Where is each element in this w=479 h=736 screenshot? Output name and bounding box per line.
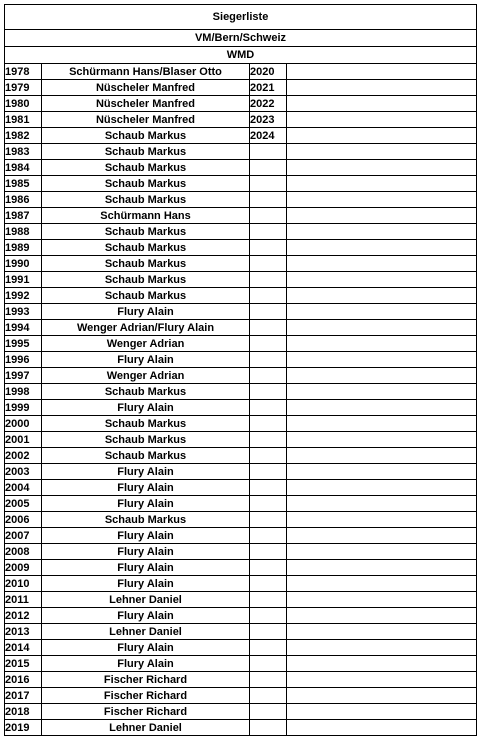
table-row bbox=[5, 336, 477, 352]
year-cell-2 bbox=[250, 704, 287, 720]
year-cell-2 bbox=[250, 432, 287, 448]
year-cell-2 bbox=[250, 304, 287, 320]
year-cell: 2013 bbox=[5, 624, 42, 640]
year-cell: 1979 bbox=[5, 80, 42, 96]
table-row bbox=[5, 400, 477, 416]
winner-cell: Schaub Markus bbox=[42, 144, 250, 160]
winner-cell: Flury Alain bbox=[42, 528, 250, 544]
year-cell: 2012 bbox=[5, 608, 42, 624]
year-cell: 2000 bbox=[5, 416, 42, 432]
year-cell: 1984 bbox=[5, 160, 42, 176]
winner-cell: Flury Alain bbox=[42, 544, 250, 560]
empty-cell bbox=[287, 544, 477, 560]
year-cell-2 bbox=[250, 624, 287, 640]
table-row bbox=[5, 480, 477, 496]
empty-cell bbox=[287, 576, 477, 592]
winner-cell: Lehner Daniel bbox=[42, 592, 250, 608]
winner-cell: Nüscheler Manfred bbox=[42, 80, 250, 96]
winner-cell: Schaub Markus bbox=[42, 160, 250, 176]
empty-cell bbox=[287, 640, 477, 656]
table-row bbox=[5, 256, 477, 272]
table-row bbox=[5, 96, 477, 112]
table-row bbox=[5, 560, 477, 576]
year-cell: 1991 bbox=[5, 272, 42, 288]
empty-cell bbox=[287, 608, 477, 624]
table-row bbox=[5, 208, 477, 224]
table-row bbox=[5, 80, 477, 96]
winner-cell: Schaub Markus bbox=[42, 448, 250, 464]
empty-cell bbox=[287, 272, 477, 288]
year-cell-2: 2023 bbox=[250, 112, 287, 128]
table-row bbox=[5, 144, 477, 160]
year-cell-2 bbox=[250, 384, 287, 400]
table-row bbox=[5, 672, 477, 688]
table-row bbox=[5, 496, 477, 512]
empty-cell bbox=[287, 704, 477, 720]
table-row bbox=[5, 112, 477, 128]
winner-cell: Flury Alain bbox=[42, 576, 250, 592]
winner-cell: Schaub Markus bbox=[42, 432, 250, 448]
table-row bbox=[5, 592, 477, 608]
year-cell: 1992 bbox=[5, 288, 42, 304]
year-cell-2 bbox=[250, 608, 287, 624]
empty-cell bbox=[287, 624, 477, 640]
empty-cell bbox=[287, 688, 477, 704]
year-cell-2 bbox=[250, 640, 287, 656]
table-row bbox=[5, 576, 477, 592]
year-cell: 2003 bbox=[5, 464, 42, 480]
year-cell-2 bbox=[250, 512, 287, 528]
empty-cell bbox=[287, 288, 477, 304]
empty-cell bbox=[287, 224, 477, 240]
winners-table bbox=[4, 4, 477, 736]
table-row bbox=[5, 64, 477, 80]
empty-cell bbox=[287, 384, 477, 400]
year-cell: 1999 bbox=[5, 400, 42, 416]
table-row bbox=[5, 608, 477, 624]
year-cell-2 bbox=[250, 544, 287, 560]
empty-cell bbox=[287, 96, 477, 112]
year-cell: 1986 bbox=[5, 192, 42, 208]
winner-cell: Schaub Markus bbox=[42, 128, 250, 144]
year-cell-2 bbox=[250, 192, 287, 208]
table-row bbox=[5, 464, 477, 480]
empty-cell bbox=[287, 80, 477, 96]
winner-cell: Flury Alain bbox=[42, 560, 250, 576]
winner-cell: Flury Alain bbox=[42, 464, 250, 480]
year-cell-2 bbox=[250, 320, 287, 336]
winner-cell: Wenger Adrian/Flury Alain bbox=[42, 320, 250, 336]
year-cell-2 bbox=[250, 288, 287, 304]
year-cell: 1998 bbox=[5, 384, 42, 400]
year-cell: 1981 bbox=[5, 112, 42, 128]
year-cell: 1980 bbox=[5, 96, 42, 112]
winner-cell: Nüscheler Manfred bbox=[42, 112, 250, 128]
year-cell-2 bbox=[250, 272, 287, 288]
table-row bbox=[5, 704, 477, 720]
winner-cell: Flury Alain bbox=[42, 608, 250, 624]
empty-cell bbox=[287, 432, 477, 448]
year-cell: 2007 bbox=[5, 528, 42, 544]
year-cell: 2004 bbox=[5, 480, 42, 496]
table-row bbox=[5, 224, 477, 240]
winner-cell: Flury Alain bbox=[42, 640, 250, 656]
empty-cell bbox=[287, 720, 477, 736]
table-row bbox=[5, 432, 477, 448]
winner-cell: Flury Alain bbox=[42, 400, 250, 416]
year-cell: 2017 bbox=[5, 688, 42, 704]
table-row bbox=[5, 640, 477, 656]
table-row bbox=[5, 288, 477, 304]
year-cell-2 bbox=[250, 336, 287, 352]
year-cell: 2005 bbox=[5, 496, 42, 512]
empty-cell bbox=[287, 64, 477, 80]
year-cell: 1982 bbox=[5, 128, 42, 144]
year-cell: 1987 bbox=[5, 208, 42, 224]
year-cell-2 bbox=[250, 368, 287, 384]
year-cell: 1978 bbox=[5, 64, 42, 80]
empty-cell bbox=[287, 208, 477, 224]
year-cell-2 bbox=[250, 656, 287, 672]
empty-cell bbox=[287, 192, 477, 208]
year-cell-2 bbox=[250, 176, 287, 192]
winner-cell: Lehner Daniel bbox=[42, 720, 250, 736]
year-cell-2 bbox=[250, 464, 287, 480]
category-label: WMD bbox=[5, 47, 477, 64]
winner-cell: Schaub Markus bbox=[42, 256, 250, 272]
table-row bbox=[5, 624, 477, 640]
empty-cell bbox=[287, 144, 477, 160]
table-row bbox=[5, 656, 477, 672]
table-row bbox=[5, 128, 477, 144]
table-row bbox=[5, 320, 477, 336]
year-cell-2 bbox=[250, 592, 287, 608]
empty-cell bbox=[287, 112, 477, 128]
empty-cell bbox=[287, 656, 477, 672]
year-cell-2 bbox=[250, 496, 287, 512]
empty-cell bbox=[287, 496, 477, 512]
year-cell-2 bbox=[250, 528, 287, 544]
empty-cell bbox=[287, 240, 477, 256]
year-cell: 1988 bbox=[5, 224, 42, 240]
year-cell: 2015 bbox=[5, 656, 42, 672]
table-row bbox=[5, 176, 477, 192]
winner-cell: Schaub Markus bbox=[42, 384, 250, 400]
sheet-subtitle: VM/Bern/Schweiz bbox=[5, 30, 477, 47]
year-cell-2 bbox=[250, 208, 287, 224]
winner-cell: Flury Alain bbox=[42, 304, 250, 320]
year-cell-2 bbox=[250, 240, 287, 256]
winner-cell: Schaub Markus bbox=[42, 416, 250, 432]
winner-cell: Flury Alain bbox=[42, 656, 250, 672]
year-cell-2 bbox=[250, 160, 287, 176]
table-row bbox=[5, 192, 477, 208]
empty-cell bbox=[287, 128, 477, 144]
winner-cell: Flury Alain bbox=[42, 496, 250, 512]
year-cell: 2010 bbox=[5, 576, 42, 592]
year-cell-2 bbox=[250, 256, 287, 272]
year-cell: 2009 bbox=[5, 560, 42, 576]
year-cell-2 bbox=[250, 480, 287, 496]
year-cell-2 bbox=[250, 400, 287, 416]
empty-cell bbox=[287, 352, 477, 368]
winner-cell: Lehner Daniel bbox=[42, 624, 250, 640]
empty-cell bbox=[287, 304, 477, 320]
empty-cell bbox=[287, 448, 477, 464]
table-row bbox=[5, 368, 477, 384]
year-cell: 1983 bbox=[5, 144, 42, 160]
winner-cell: Wenger Adrian bbox=[42, 336, 250, 352]
year-cell: 1985 bbox=[5, 176, 42, 192]
empty-cell bbox=[287, 592, 477, 608]
year-cell: 2002 bbox=[5, 448, 42, 464]
year-cell-2 bbox=[250, 560, 287, 576]
winner-cell: Schaub Markus bbox=[42, 176, 250, 192]
year-cell: 1997 bbox=[5, 368, 42, 384]
year-cell-2: 2024 bbox=[250, 128, 287, 144]
table-row bbox=[5, 160, 477, 176]
winner-cell: Flury Alain bbox=[42, 480, 250, 496]
year-cell: 2001 bbox=[5, 432, 42, 448]
year-cell: 1996 bbox=[5, 352, 42, 368]
empty-cell bbox=[287, 512, 477, 528]
winner-cell: Schürmann Hans bbox=[42, 208, 250, 224]
year-cell: 1994 bbox=[5, 320, 42, 336]
year-cell-2: 2020 bbox=[250, 64, 287, 80]
year-cell: 1993 bbox=[5, 304, 42, 320]
year-cell: 1995 bbox=[5, 336, 42, 352]
winner-cell: Flury Alain bbox=[42, 352, 250, 368]
winner-cell: Schaub Markus bbox=[42, 288, 250, 304]
table-row bbox=[5, 240, 477, 256]
year-cell: 2006 bbox=[5, 512, 42, 528]
winner-cell: Schaub Markus bbox=[42, 224, 250, 240]
empty-cell bbox=[287, 176, 477, 192]
year-cell: 1989 bbox=[5, 240, 42, 256]
year-cell-2 bbox=[250, 352, 287, 368]
table-row bbox=[5, 272, 477, 288]
year-cell: 2014 bbox=[5, 640, 42, 656]
empty-cell bbox=[287, 368, 477, 384]
winner-cell: Schürmann Hans/Blaser Otto bbox=[42, 64, 250, 80]
empty-cell bbox=[287, 336, 477, 352]
year-cell: 2018 bbox=[5, 704, 42, 720]
empty-cell bbox=[287, 400, 477, 416]
empty-cell bbox=[287, 480, 477, 496]
year-cell-2 bbox=[250, 144, 287, 160]
year-cell-2 bbox=[250, 416, 287, 432]
year-cell: 2011 bbox=[5, 592, 42, 608]
table-row bbox=[5, 352, 477, 368]
winner-cell: Nüscheler Manfred bbox=[42, 96, 250, 112]
winner-cell: Schaub Markus bbox=[42, 272, 250, 288]
year-cell: 2008 bbox=[5, 544, 42, 560]
year-cell: 2019 bbox=[5, 720, 42, 736]
winner-cell: Wenger Adrian bbox=[42, 368, 250, 384]
empty-cell bbox=[287, 672, 477, 688]
year-cell-2: 2022 bbox=[250, 96, 287, 112]
year-cell-2 bbox=[250, 688, 287, 704]
winner-cell: Fischer Richard bbox=[42, 672, 250, 688]
year-cell-2 bbox=[250, 576, 287, 592]
year-cell-2 bbox=[250, 448, 287, 464]
year-cell-2 bbox=[250, 224, 287, 240]
table-row bbox=[5, 688, 477, 704]
empty-cell bbox=[287, 320, 477, 336]
year-cell-2 bbox=[250, 672, 287, 688]
winner-cell: Fischer Richard bbox=[42, 704, 250, 720]
empty-cell bbox=[287, 416, 477, 432]
empty-cell bbox=[287, 160, 477, 176]
empty-cell bbox=[287, 256, 477, 272]
table-row bbox=[5, 448, 477, 464]
winner-cell: Schaub Markus bbox=[42, 240, 250, 256]
empty-cell bbox=[287, 528, 477, 544]
year-cell: 2016 bbox=[5, 672, 42, 688]
year-cell: 1990 bbox=[5, 256, 42, 272]
year-cell-2 bbox=[250, 720, 287, 736]
table-row bbox=[5, 544, 477, 560]
table-row bbox=[5, 304, 477, 320]
table-row bbox=[5, 720, 477, 736]
sheet-title: Siegerliste bbox=[5, 5, 477, 30]
empty-cell bbox=[287, 560, 477, 576]
winner-cell: Schaub Markus bbox=[42, 512, 250, 528]
table-row bbox=[5, 384, 477, 400]
empty-cell bbox=[287, 464, 477, 480]
table-row bbox=[5, 416, 477, 432]
table-row bbox=[5, 528, 477, 544]
year-cell-2: 2021 bbox=[250, 80, 287, 96]
winner-cell: Schaub Markus bbox=[42, 192, 250, 208]
table-row bbox=[5, 512, 477, 528]
winner-cell: Fischer Richard bbox=[42, 688, 250, 704]
